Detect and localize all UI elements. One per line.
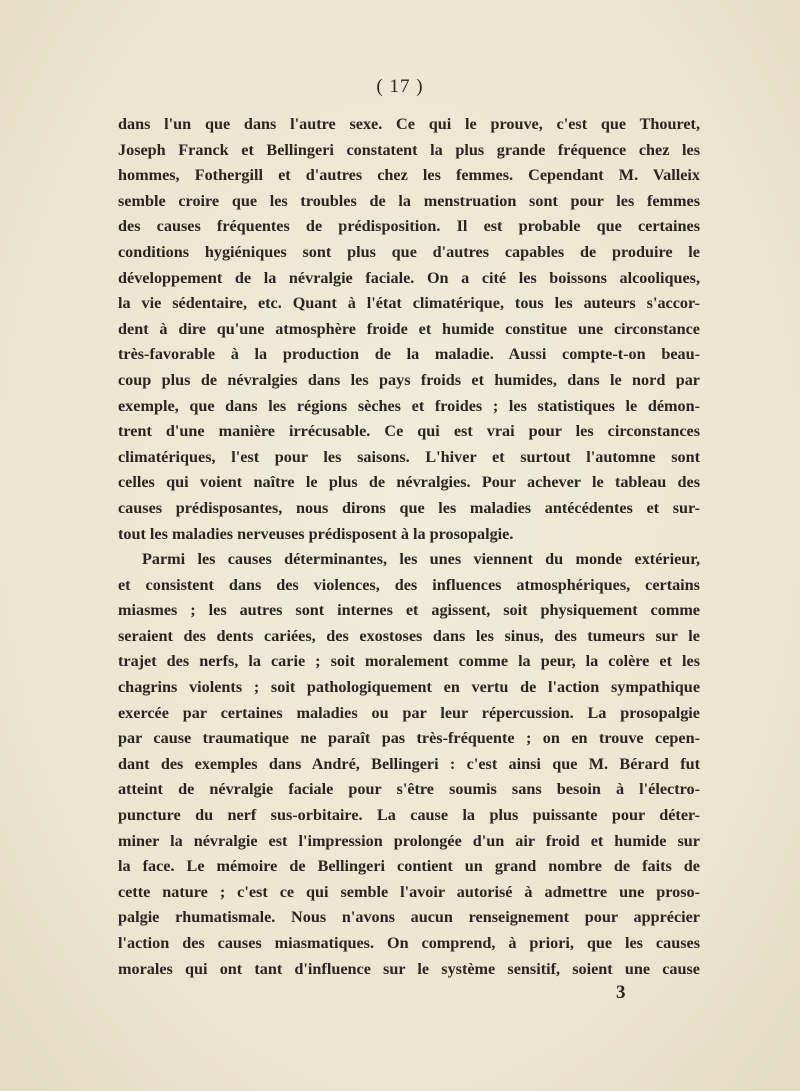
paragraph-start-line: Parmi les causes déterminantes, les unes viennent du monde extérieur, <box>142 550 700 569</box>
text-line: miner la névralgie est l'impression prolongée d'un air froid et humide sur <box>118 831 700 850</box>
text-line: l'action des causes miasmatiques. On comprend, à priori, que les causes <box>118 934 700 952</box>
text-line: celles qui voient naître le plus de névralgies. Pour achever le tableau des <box>118 473 700 492</box>
text-line: semble croire que les troubles de la menstruation sont pour les femmes <box>118 191 700 210</box>
text-line: coup plus de névralgies dans les pays froids et humides, dans le nord par <box>118 370 700 389</box>
text-line: palgie rhumatismale. Nous n'avons aucun renseignement pour apprécier <box>118 908 700 927</box>
text-line: très-favorable à la production de la maladie. Aussi compte-t-on beau- <box>118 345 700 364</box>
text-line: exemple, que dans les régions sèches et froides ; les statistiques le démon- <box>118 396 700 415</box>
text-line: atteint de névralgie faciale pour s'être soumis sans besoin à l'électro- <box>118 780 700 799</box>
signature-mark: 3 <box>616 982 626 1003</box>
text-line: des causes fréquentes de prédisposition. Il est probable que certaines <box>118 217 700 236</box>
text-line: dans l'un que dans l'autre sexe. Ce qui le prouve, c'est que Thouret, <box>118 115 700 133</box>
text-line: développement de la névralgie faciale. On a cité les boissons alcooliques, <box>118 268 700 287</box>
text-line: la face. Le mémoire de Bellingeri contient un grand nombre de faits de <box>118 857 700 876</box>
paragraph-end-line: tout les maladies nerveuses prédisposent à la prosopalgie. <box>118 524 514 543</box>
text-line: causes prédisposantes, nous dirons que les maladies antécédentes et sur- <box>118 498 700 517</box>
text-line: Joseph Franck et Bellingeri constatent la plus grande fréquence chez les <box>118 140 700 159</box>
body-text <box>118 112 700 982</box>
text-line: dant des exemples dans André, Bellingeri : c'est ainsi que M. Bérard fut <box>118 754 700 773</box>
text-line: et consistent dans des violences, des influences atmosphériques, certains <box>118 575 700 594</box>
text-line: seraient des dents cariées, des exostoses dans les sinus, des tumeurs sur le <box>118 626 700 645</box>
text-line: miasmes ; les autres sont internes et agissent, soit physiquement comme <box>118 601 700 620</box>
text-line: la vie sédentaire, etc. Quant à l'état climatérique, tous les auteurs s'accor- <box>118 294 700 313</box>
page-number: ( 17 ) <box>376 76 424 97</box>
text-line: morales qui ont tant d'influence sur le système sensitif, soient une cause <box>118 959 700 978</box>
text-line: cette nature ; c'est ce qui semble l'avoir autorisé à admettre une proso- <box>118 882 700 901</box>
text-line: par cause traumatique ne paraît pas très-fréquente ; on en trouve cepen- <box>118 729 700 748</box>
text-line: trent d'une manière irrécusable. Ce qui est vrai pour les circonstances <box>118 422 700 441</box>
text-line: puncture du nerf sus-orbitaire. La cause la plus puissante pour déter- <box>118 806 700 825</box>
text-line: dent à dire qu'une atmosphère froide et humide constitue une circonstance <box>118 319 700 338</box>
text-line: conditions hygiéniques sont plus que d'autres capables de produire le <box>118 242 700 261</box>
text-line: climatériques, l'est pour les saisons. L'hiver et surtout l'automne sont <box>118 447 700 466</box>
text-line: chagrins violents ; soit pathologiquement en vertu de l'action sympathique <box>118 678 700 697</box>
text-line: hommes, Fothergill et d'autres chez les femmes. Cependant M. Valleix <box>118 166 700 185</box>
text-line: trajet des nerfs, la carie ; soit moralement comme la peur, la colère et les <box>118 652 700 671</box>
text-line: exercée par certaines maladies ou par leur répercussion. La prosopalgie <box>118 703 700 722</box>
